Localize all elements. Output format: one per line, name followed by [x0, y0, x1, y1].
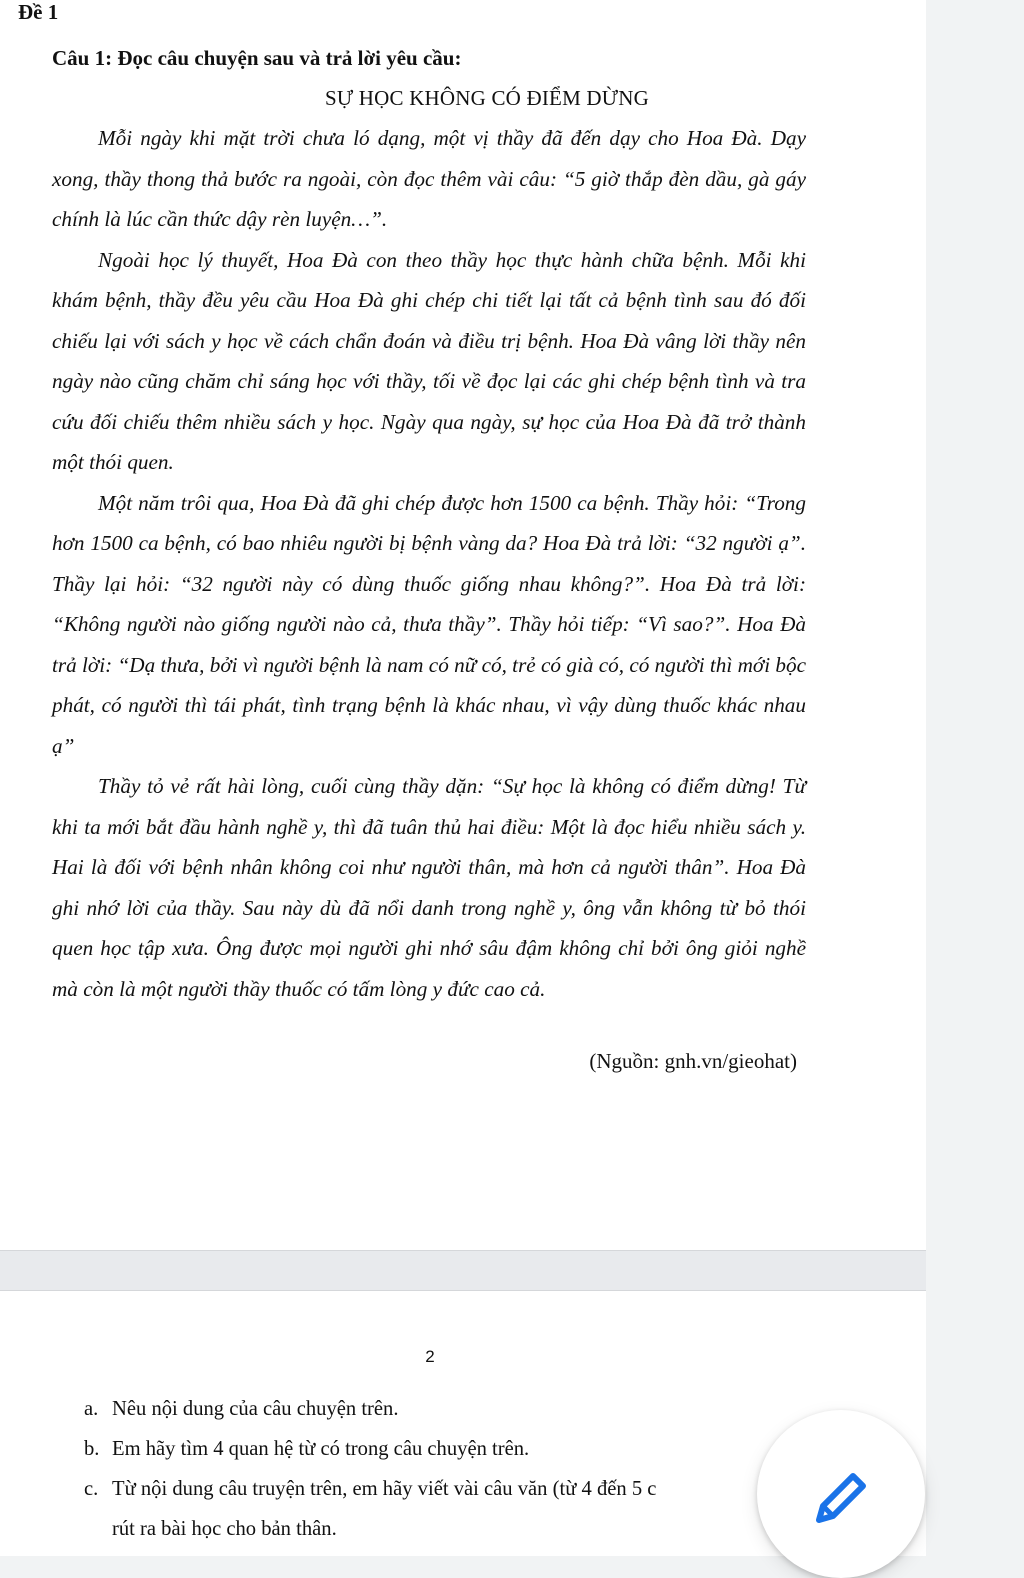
story-title: SỰ HỌC KHÔNG CÓ ĐIỂM DỪNG: [324, 86, 649, 110]
story-paragraph: Một năm trôi qua, Hoa Đà đã ghi chép được hơn 1500 ca bệnh. Thầy hỏi: “Trong hơn 1500 ca bệnh, có bao nhiêu người bị bệnh vàng da? Hoa Đà trả lời: “32 người ạ”. Thầy lại hỏi: “32 người này có dùng thuốc giống nhau không?”. Hoa Đà trả lời: “Không người nào giống người nào cả, thưa thầy”. Thầy hỏi tiếp: “Vì sao?”. Hoa Đà trả lời: “Dạ thưa, bởi vì người bệnh là nam có nữ có, trẻ có già có, có người thì mới bộc phát, có người thì tái phát, tình trạng bệnh là khác nhau, vì vậy dùng thuốc khác nhau ạ”: [52, 490, 806, 758]
question-item-b: [84, 1436, 529, 1462]
edit-button[interactable]: [757, 1410, 925, 1578]
page-number: 2: [425, 1347, 435, 1366]
item-text: Nêu nội dung của câu chuyện trên.: [112, 1398, 399, 1420]
story-paragraph: Ngoài học lý thuyết, Hoa Đà con theo thầy học thực hành chữa bệnh. Mỗi khi khám bệnh, thầy đều yêu cầu Hoa Đà ghi chép chi tiết lại tất cả bệnh tình sau đó đối chiếu lại với sách y học về cách chẩn đoán và điều trị bệnh. Hoa Đà vâng lời thầy nên ngày nào cũng chăm chỉ sáng học với thầy, tối về đọc lại các ghi chép bệnh tình và tra cứu đối chiếu thêm nhiều sách y học. Ngày qua ngày, sự học của Hoa Đà đã trở thành một thói quen.: [52, 247, 806, 474]
question-title: Câu 1: Đọc câu chuyện sau và trả lời yêu cầu:: [52, 46, 462, 70]
question-item-a: [84, 1396, 399, 1422]
pencil-icon: [809, 1466, 873, 1530]
item-letter: a.: [84, 1398, 99, 1420]
exam-title: Đề 1: [18, 0, 59, 24]
question-item-c: [84, 1476, 656, 1502]
story-paragraph: Thầy tỏ vẻ rất hài lòng, cuối cùng thầy dặn: “Sự học là không có điểm dừng! Từ khi ta mới bắt đầu hành nghề y, thì đã tuân thủ hai điều: Một là đọc hiểu nhiều sách y. Hai là đối với bệnh nhân không coi như người thân, mà hơn cả người thân”. Hoa Đà ghi nhớ lời của thầy. Sau này dù đã nổi danh trong nghề y, ông vẫn không từ bỏ thói quen học tập xưa. Ông được mọi người ghi nhớ sâu đậm không chỉ bởi ông giỏi nghề mà còn là một người thầy thuốc có tấm lòng y đức cao cả.: [52, 774, 806, 1001]
question-item-c-continuation: rút ra bài học cho bản thân.: [112, 1518, 337, 1540]
story-paragraph: Mỗi ngày khi mặt trời chưa ló dạng, một vị thầy đã đến dạy cho Hoa Đà. Dạy xong, thầy thong thả bước ra ngoài, còn đọc thêm vài câu: “5 giờ thắp đèn dầu, gà gáy chính là lúc cần thức dậy rèn luyện…”.: [52, 126, 806, 231]
item-text: Từ nội dung câu truyện trên, em hãy viết vài câu văn (từ 4 đến 5 c: [112, 1478, 657, 1500]
source-citation: (Nguồn: gnh.vn/gieohat): [589, 1049, 797, 1073]
item-text: Em hãy tìm 4 quan hệ từ có trong câu chuyện trên.: [112, 1438, 530, 1460]
item-letter: c.: [84, 1478, 99, 1500]
item-letter: b.: [84, 1438, 100, 1460]
viewer-background: [926, 0, 1024, 1556]
page-separator: [0, 1250, 926, 1291]
story-body: [52, 118, 806, 1009]
